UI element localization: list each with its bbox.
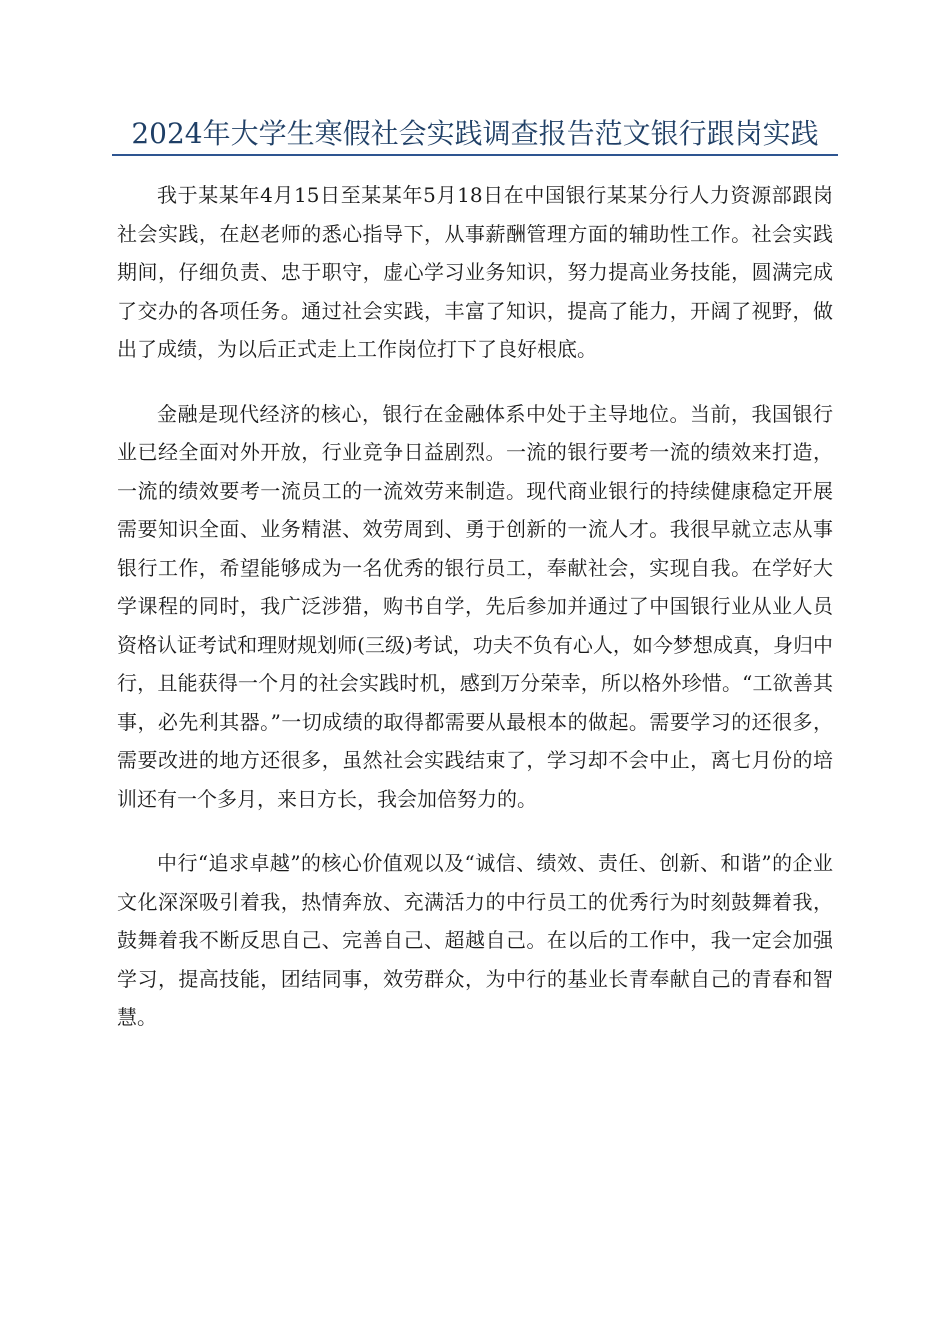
title-underline xyxy=(112,154,838,156)
paragraph-1: 我于某某年4月15日至某某年5月18日在中国银行某某分行人力资源部跟岗社会实践，在赵老师的悉心指导下，从事薪酬管理方面的辅助性工作。社会实践期间，仔细负责、忠于职守，虚心学习业务知识，努力提高业务技能，圆满完成了交办的各项任务。通过社会实践，丰富了知识，提高了能力，开阔了视野，做出了成绩，为以后正式走上工作岗位打下了良好根底。 xyxy=(117,183,833,361)
document-title: 2024年大学生寒假社会实践调查报告范文银行跟岗实践 xyxy=(131,117,819,150)
paragraph-3: 中行“追求卓越”的核心价值观以及“诚信、绩效、责任、创新、和谐”的企业文化深深吸引着我，热情奔放、充满活力的中行员工的优秀行为时刻鼓舞着我，鼓舞着我不断反思自己、完善自己、超越自己。在以后的工作中，我一定会加强学习，提高技能，团结同事，效劳群众，为中行的基业长青奉献自己的青春和智慧。 xyxy=(117,851,833,1029)
document-body xyxy=(117,176,833,1063)
paragraph-2: 金融是现代经济的核心，银行在金融体系中处于主导地位。当前，我国银行业已经全面对外开放，行业竞争日益剧烈。一流的银行要考一流的绩效来打造，一流的绩效要考一流员工的一流效劳来制造。现代商业银行的持续健康稳定开展需要知识全面、业务精湛、效劳周到、勇于创新的一流人才。我很早就立志从事银行工作，希望能够成为一名优秀的银行员工，奉献社会，实现自我。在学好大学课程的同时，我广泛涉猎，购书自学，先后参加并通过了中国银行业从业人员资格认证考试和理财规划师(三级)考试，功夫不负有心人，如今梦想成真，身归中行，且能获得一个月的社会实践时机，感到万分荣幸，所以格外珍惜。“工欲善其事，必先利其器。”一切成绩的取得都需要从最根本的做起。需要学习的还很多，需要改进的地方还很多，虽然社会实践结束了，学习却不会中止，离七月份的培训还有一个多月，来日方长，我会加倍努力的。 xyxy=(117,401,833,811)
